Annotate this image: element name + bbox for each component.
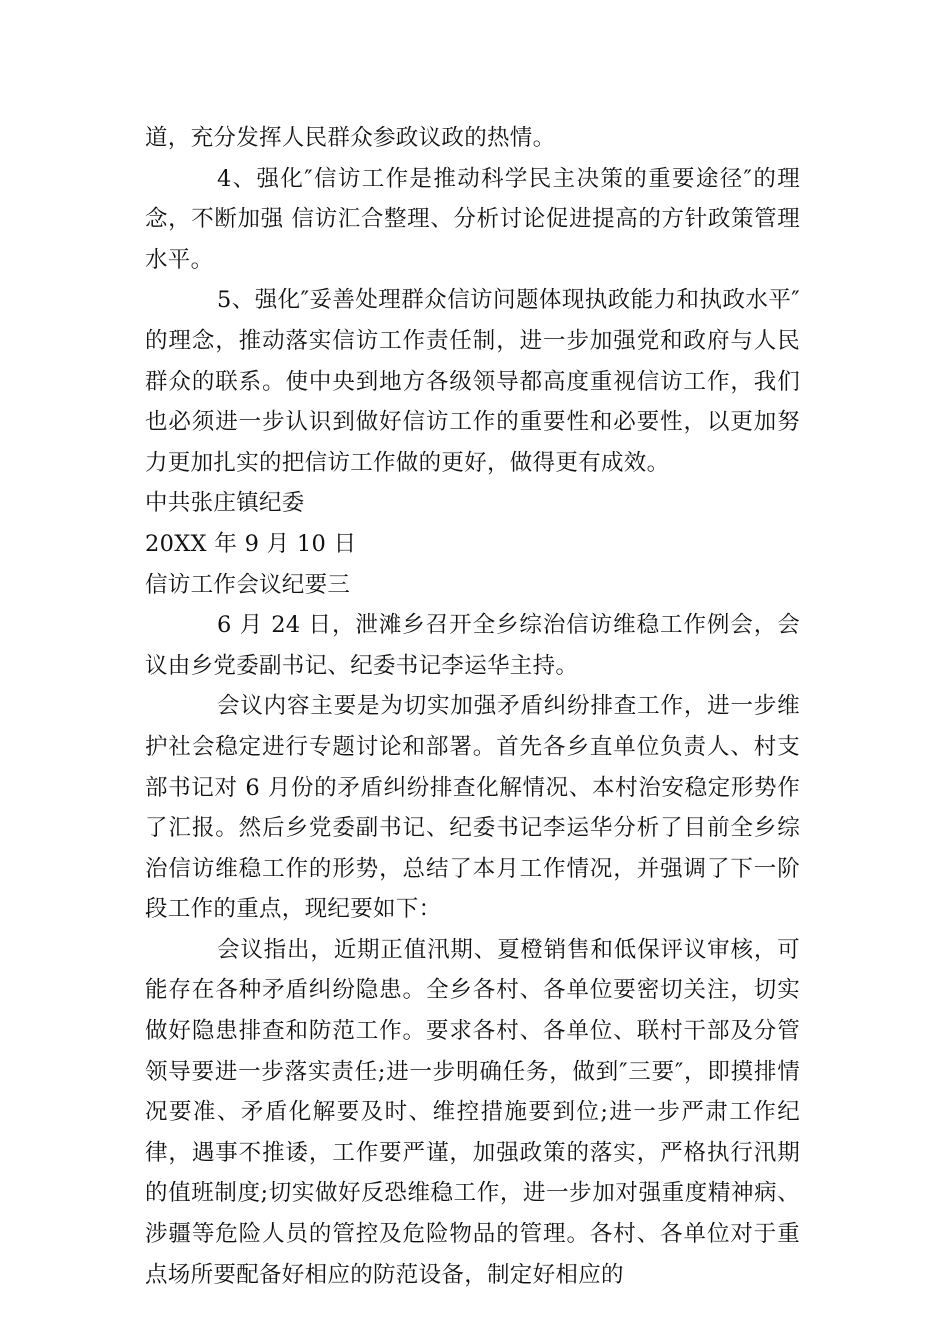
signature-organization: 中共张庄镇纪委	[145, 490, 305, 517]
paragraph-item-5: 5、强化″妥善处理群众信访问题体现执政能力和执政水平″的理念，推动落实信访工作责任制，进一步加强党和政府与人民群众的联系。使中央到地方各级领导都高度重视信访工作，我们也必须进一步认识到做好信访工作的重要性和必要性，以更加努力更加扎实的把信访工作做的更好，做得更有成效。	[145, 287, 800, 476]
section-title: 信访工作会议纪要三	[145, 571, 351, 598]
paragraph-meeting-points: 会议指出，近期正值汛期、夏橙销售和低保评议审核，可能存在各种矛盾纠纷隐患。全乡各村、各单位要密切关注，切实做好隐患排查和防范工作。要求各村、各单位、联村干部及分管领导要进一步落实责任;进一步明确任务，做到″三要″，即摸排情况要准、矛盾化解要及时、维控措施要到位;进一步严肃工作纪律，遇事不推诿，工作要严谨，加强政策的落实，严格执行汛期的值班制度;切实做好反恐维稳工作，进一步加对强重度精神病、涉疆等危险人员的管控及危险物品的管理。各村、各单位对于重点场所要配备好相应的防范设备，制定好相应的	[145, 936, 800, 1288]
paragraph-continuation: 道，充分发挥人民群众参政议政的热情。	[145, 125, 556, 151]
paragraph-meeting-intro: 6 月 24 日，泄滩乡召开全乡综治信访维稳工作例会，会议由乡党委副书记、纪委书记李运华主持。	[145, 612, 800, 679]
signature-date: 20XX 年 9 月 10 日	[145, 530, 357, 557]
document-body	[145, 118, 800, 1295]
paragraph-item-4: 4、强化″信访工作是推动科学民主决策的重要途径″的理念，不断加强 信访汇合整理、分析讨论促进提高的方针政策管理水平。	[145, 165, 800, 273]
paragraph-meeting-content: 会议内容主要是为切实加强矛盾纠纷排查工作，进一步维护社会稳定进行专题讨论和部署。首先各乡直单位负责人、村支部书记对 6 月份的矛盾纠纷排查化解情况、本村治安稳定形势作了汇报。然后乡党委副书记、纪委书记李运华分析了目前全乡综治信访维稳工作的形势，总结了本月工作情况，并强调了下一阶段工作的重点，现纪要如下：	[145, 693, 800, 923]
